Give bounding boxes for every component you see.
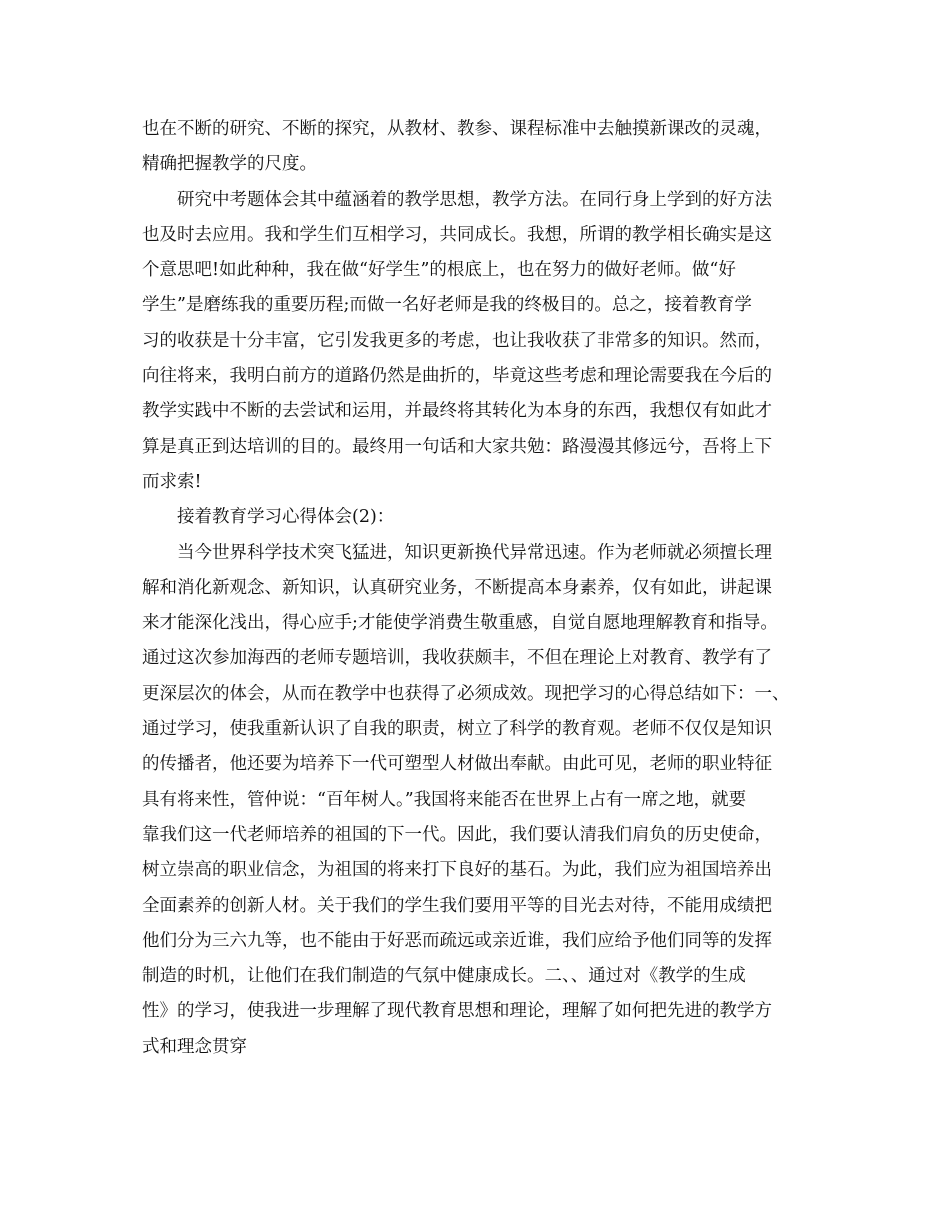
text-line: 全面素养的创新人材。关于我们的学生我们要用平等的目光去对待，不能用成绩把: [142, 895, 772, 916]
text-line: 精确把握教学的尺度。: [142, 154, 317, 175]
text-line: 树立崇高的职业信念，为祖国的将来打下良好的基石。为此，我们应为祖国培养出: [142, 860, 772, 881]
text-line: 来才能深化浅出，得心应手;才能使学消费生敬重感，自觉自愿地理解教育和指导。: [142, 613, 778, 634]
text-line: 而求索!: [142, 471, 202, 492]
text-line: 的传播者，他还要为培养下一代可塑型人材做出奉献。由此可见，老师的职业特征: [142, 754, 772, 775]
text-line: 解和消化新观念、新知识，认真研究业务，不断提高本身素养，仅有如此，讲起课: [142, 577, 772, 598]
text-line: 也及时去应用。我和学生们互相学习，共同成长。我想，所谓的教学相长确实是这: [142, 224, 772, 245]
text-line: 向往将来，我明白前方的道路仍然是曲折的，毕竟这些考虑和理论需要我在今后的: [142, 366, 772, 387]
text-line: 具有将来性，管仲说：“百年树人。”我国将来能否在世界上占有一席之地，就要: [142, 789, 747, 810]
text-line: 式和理念贯穿: [142, 1036, 247, 1057]
text-line: 教学实践中不断的去尝试和运用，并最终将其转化为本身的东西，我想仅有如此才: [142, 401, 772, 422]
text-line: 更深层次的体会，从而在教学中也获得了必须成效。现把学习的心得总结如下：一、: [142, 683, 790, 704]
text-line: 通过这次参加海西的老师专题培训，我收获颇丰，不但在理论上对教育、教学有了: [142, 648, 772, 669]
text-line: 学生”是磨练我的重要历程;而做一名好老师是我的终极目的。总之，接着教育学: [142, 295, 752, 316]
text-line: 也在不断的研究、不断的探究，从教材、教参、课程标准中去触摸新课改的灵魂，: [142, 119, 772, 139]
text-line: 性》的学习，使我进一步理解了现代教育思想和理论，理解了如何把先进的教学方: [142, 1001, 772, 1022]
document-body: [142, 112, 827, 1065]
text-line: 当今世界科学技术突飞猛进，知识更新换代异常迅速。作为老师就必须擅长理: [177, 542, 772, 563]
text-line: 算是真正到达培训的目的。最终用一句话和大家共勉：路漫漫其修远兮，吾将上下: [142, 436, 772, 457]
text-line: 他们分为三六九等，也不能由于好恶而疏远或亲近谁，我们应给予他们同等的发挥: [142, 930, 772, 951]
text-line: 个意思吧!如此种种，我在做“好学生”的根底上，也在努力的做好老师。做“好: [142, 260, 736, 281]
text-line: 通过学习，使我重新认识了自我的职责，树立了科学的教育观。老师不仅仅是知识: [142, 719, 772, 740]
text-line: 习的收获是十分丰富，它引发我更多的考虑，也让我收获了非常多的知识。然而，: [142, 330, 772, 351]
text-line: 研究中考题体会其中蕴涵着的教学思想，教学方法。在同行身上学到的好方法: [177, 189, 772, 210]
text-line: 靠我们这一代老师培养的祖国的下一代。因此，我们要认清我们肩负的历史使命，: [142, 824, 772, 845]
text-line: 制造的时机，让他们在我们制造的气氛中健康成长。二、、通过对《教学的生成: [142, 966, 746, 987]
section-heading: 接着教育学习心得体会(2)：: [177, 507, 395, 528]
